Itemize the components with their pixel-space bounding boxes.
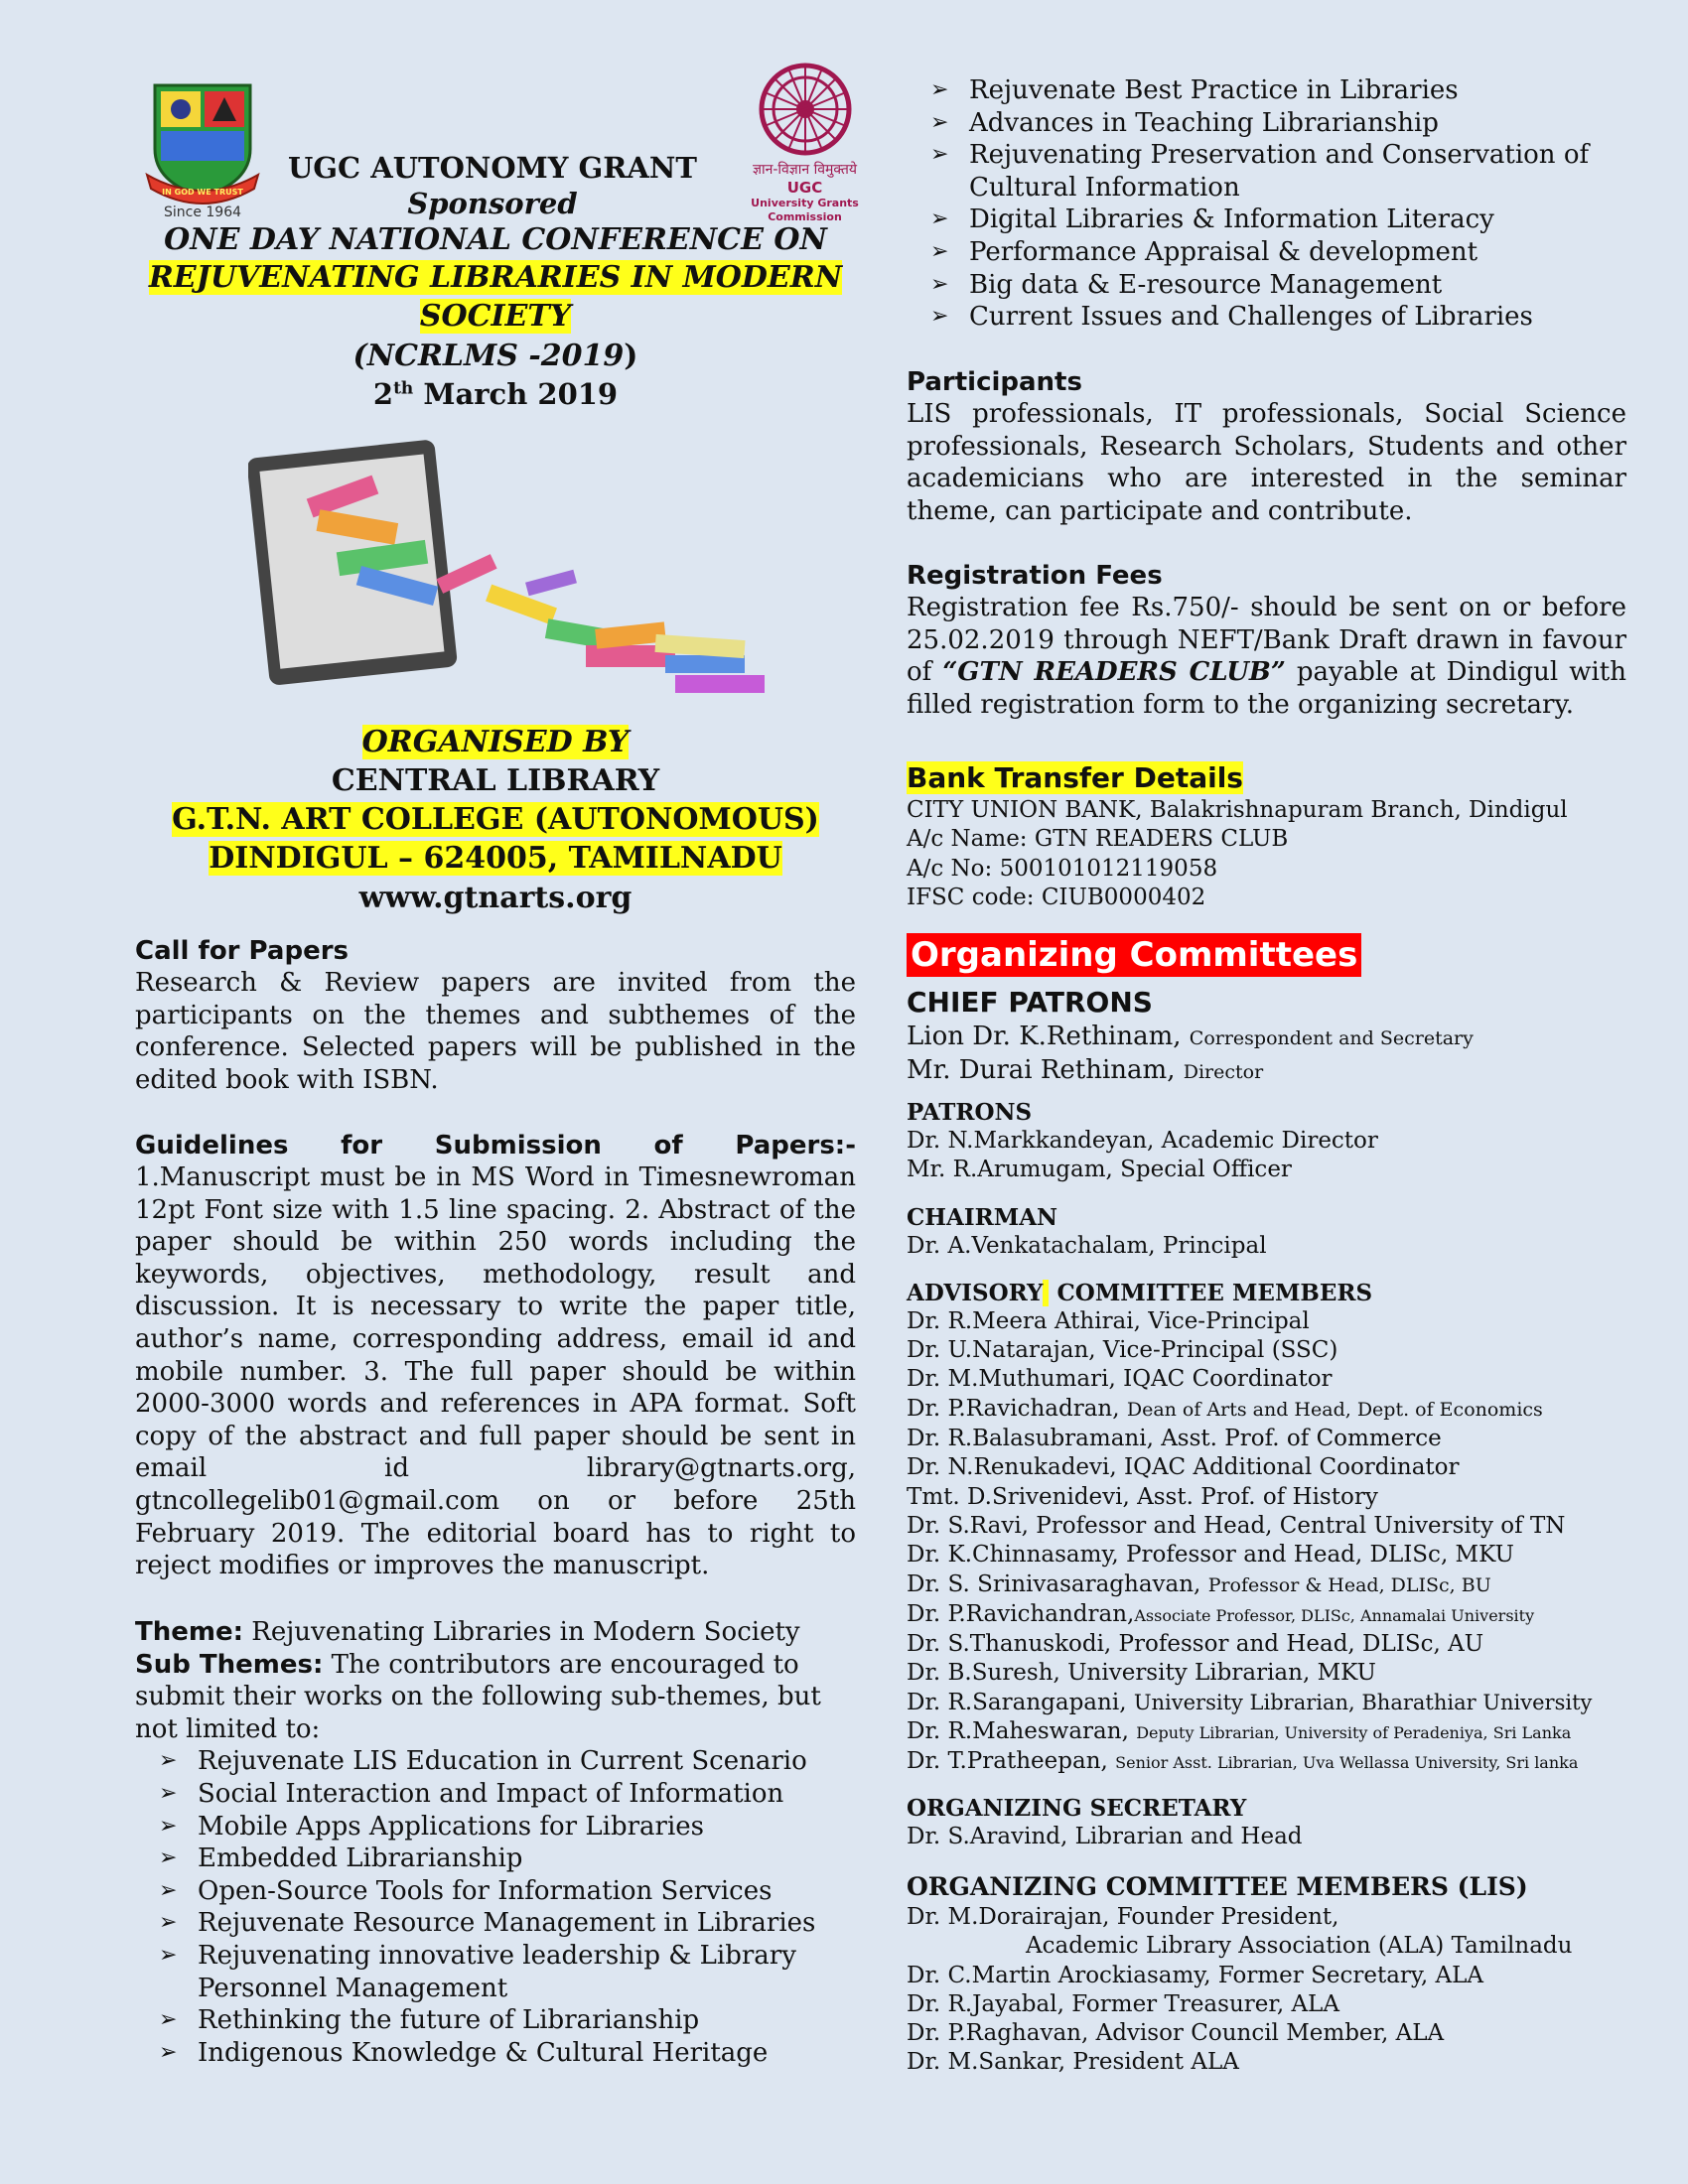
registration-text <box>907 592 1626 721</box>
tablet-books-illustration <box>248 427 774 705</box>
chief-patron-role: Correspondent and Secretary <box>1189 1027 1474 1049</box>
advisory-member <box>907 1600 1626 1630</box>
lis-member: Dr. C.Martin Arockiasamy, Former Secretary, ALA <box>907 1962 1483 1988</box>
committees-banner: Organizing Committees <box>907 933 1361 977</box>
sponsored-label: Sponsored <box>407 187 578 220</box>
sub-themes-label: Sub Themes: <box>135 1649 324 1680</box>
advisory-member-name: Dr. S.Thanuskodi, Professor and Head, DLISc, AU <box>907 1631 1484 1658</box>
list-item: ➢ Digital Libraries & Information Literacy <box>907 204 1626 236</box>
participants-text: LIS professionals, IT professionals, Social Science professionals, Research Scholars, Students and other academicians who are interested in the seminar theme, can participate and contribute. <box>907 399 1626 526</box>
advisory-member-name: Dr. T.Pratheepan, <box>907 1748 1116 1775</box>
list-item: ➢ Rejuvenate Resource Management in Libraries <box>135 1907 856 1940</box>
advisory-member <box>907 1453 1626 1482</box>
bank-line: A/c Name: GTN READERS CLUB <box>907 826 1289 853</box>
advisory-heading <box>907 1279 1626 1307</box>
advisory-member <box>907 1659 1626 1688</box>
guidelines-heading: Guidelines for Submission of Papers:- <box>135 1131 856 1160</box>
date-suffix: th <box>393 378 414 399</box>
theme-line <box>135 1616 856 1649</box>
guidelines-section <box>135 1130 856 1582</box>
advisory-member <box>907 1717 1626 1747</box>
ugc-full-name: University Grants Commission <box>751 197 859 223</box>
committees-section <box>907 933 1626 2078</box>
advisory-member <box>907 1483 1626 1512</box>
advisory-list <box>907 1307 1626 1778</box>
advisory-member <box>907 1365 1626 1394</box>
college-crest-logo <box>141 79 264 220</box>
conference-code-text: (NCRLMS -2019 <box>352 339 625 373</box>
advisory-member-name: Dr. M.Muthumari, IQAC Coordinator <box>907 1366 1333 1393</box>
bank-line: CITY UNION BANK, Balakrishnapuram Branch, Dindigul <box>907 797 1568 823</box>
advisory-member <box>907 1307 1626 1336</box>
date-day: 2 <box>372 377 394 411</box>
advisory-member-name: Dr. P.Ravichandran, <box>907 1600 1135 1627</box>
advisory-member-name: Dr. U.Natarajan, Vice-Principal (SSC) <box>907 1337 1338 1364</box>
advisory-member-name: Dr. P.Ravichadran, <box>907 1395 1127 1422</box>
advisory-member-name: Dr. S. Srinivasaraghavan, <box>907 1570 1208 1597</box>
advisory-member <box>907 1512 1626 1541</box>
college-website[interactable]: www.gtnarts.org <box>358 881 633 915</box>
bank-line: A/c No: 500101012119058 <box>907 855 1218 882</box>
participants-section <box>907 366 1626 527</box>
conference-title-line3-text: SOCIETY <box>419 299 572 334</box>
conference-title-line2-text: REJUVENATING LIBRARIES IN MODERN <box>148 260 843 295</box>
advisory-member-name: Dr. S.Ravi, Professor and Head, Central University of TN <box>907 1512 1566 1539</box>
advisory-member-name: Dr. R.Meera Athirai, Vice-Principal <box>907 1307 1310 1334</box>
chief-patrons-heading: CHIEF PATRONS <box>907 986 1153 1019</box>
college-name-text: G.T.N. ART COLLEGE (AUTONOMOUS) <box>172 802 819 837</box>
advisory-member <box>907 1425 1626 1453</box>
list-item: ➢ Advances in Teaching Librarianship <box>907 107 1626 140</box>
list-item: ➢ Indigenous Knowledge & Cultural Heritage <box>135 2037 856 2070</box>
registration-section <box>907 560 1626 721</box>
theme-label: Theme: <box>135 1617 244 1647</box>
bank-heading: Bank Transfer Details <box>907 761 1243 794</box>
conference-code <box>135 339 856 373</box>
college-name <box>135 802 856 837</box>
lis-member: Dr. P.Raghavan, Advisor Council Member, ALA <box>907 2020 1445 2047</box>
theme-value: Rejuvenating Libraries in Modern Society <box>243 1617 800 1647</box>
college-since: Since 1964 <box>163 205 242 220</box>
advisory-member-name: Tmt. D.Srivenidevi, Asst. Prof. of History <box>907 1483 1378 1510</box>
advisory-member-role: Dean of Arts and Head, Dept. of Economics <box>1126 1398 1543 1421</box>
conference-code-paren: ) <box>624 339 638 373</box>
advisory-member-name: Dr. R.Sarangapani, <box>907 1689 1134 1715</box>
lis-member: Academic Library Association (ALA) Tamilnadu <box>1026 1933 1573 1960</box>
advisory-member-role: Professor & Head, DLISc, BU <box>1207 1573 1491 1596</box>
participants-heading: Participants <box>907 367 1082 397</box>
advisory-member-role: Associate Professor, DLISc, Annamalai University <box>1134 1605 1535 1625</box>
guidelines-text: 1.Manuscript must be in MS Word in Timesnewroman 12pt Font size with 1.5 line spacing. 2. Abstract of the paper should be within 250 words including the keywords, objectives, methodology, result and discussion. It is necessary to write the paper title, author’s name, corresponding address, email id and mobile number. 3. The full paper should be within 2000-3000 words and references in APA format. Soft copy of the abstract and full paper should be sent in email id library@gtnarts.org, gtncollegelib01@gmail.com on or before 25th February 2019. The editorial board has to right to reject modifies or improves the manuscript. <box>135 1162 856 1581</box>
list-item: ➢ Embedded Librarianship <box>135 1843 856 1875</box>
list-item: ➢ Big data & E-resource Management <box>907 269 1626 302</box>
chief-patron-name: Mr. Durai Rethinam, <box>907 1055 1184 1085</box>
chairman: Dr. A.Venkatachalam, Principal <box>907 1232 1267 1259</box>
chief-patron <box>907 1021 1626 1054</box>
list-item: ➢ Open-Source Tools for Information Services <box>135 1875 856 1908</box>
ugc-logo <box>713 62 897 223</box>
registration-heading: Registration Fees <box>907 561 1163 591</box>
conference-title-line1: ONE DAY NATIONAL CONFERENCE ON <box>164 222 827 257</box>
college-address-text: DINDIGUL – 624005, TAMILNADU <box>209 841 782 876</box>
ugc-wheel-icon <box>751 62 860 157</box>
advisory-heading-a: ADVISORY <box>907 1280 1049 1306</box>
patron: Mr. R.Arumugam, Special Officer <box>907 1157 1292 1183</box>
secretary-heading: ORGANIZING SECRETARY <box>907 1794 1247 1822</box>
lis-heading: ORGANIZING COMMITTEE MEMBERS (LIS) <box>907 1871 1528 1901</box>
patron: Dr. N.Markkandeyan, Academic Director <box>907 1128 1378 1154</box>
chief-patron <box>907 1054 1626 1088</box>
advisory-member <box>907 1541 1626 1570</box>
advisory-heading-b: COMMITTEE MEMBERS <box>1049 1279 1373 1306</box>
conference-date <box>135 377 856 411</box>
sub-themes-list-left <box>135 1745 856 2069</box>
list-item: ➢ Rejuvenate Best Practice in Libraries <box>907 74 1626 107</box>
advisory-member-name: Dr. B.Suresh, University Librarian, MKU <box>907 1660 1376 1687</box>
list-item: ➢ Performance Appraisal & development <box>907 236 1626 269</box>
advisory-member-role: University Librarian, Bharathiar University <box>1133 1690 1593 1714</box>
sub-themes-continued <box>907 74 1626 334</box>
club-name: “GTN READERS CLUB” <box>942 657 1286 688</box>
ugc-abbr: UGC <box>786 179 823 197</box>
advisory-member <box>907 1395 1626 1425</box>
call-for-papers-text: Research & Review papers are invited from the participants on the themes and subthemes of the conference. Selected papers will be published in the edited book with ISBN. <box>135 968 856 1095</box>
grant-title: UGC AUTONOMY GRANT <box>288 151 697 185</box>
lis-member: Dr. M.Dorairajan, Founder President, <box>907 1903 1339 1930</box>
list-item: ➢ Current Issues and Challenges of Libraries <box>907 301 1626 334</box>
sub-themes-intro <box>135 1649 856 1746</box>
list-item: ➢ Rethinking the future of Librarianship <box>135 2004 856 2037</box>
advisory-member <box>907 1747 1626 1777</box>
organised-by-text: ORGANISED BY <box>361 725 630 759</box>
advisory-member <box>907 1570 1626 1600</box>
list-item: ➢ Social Interaction and Impact of Information <box>135 1778 856 1811</box>
advisory-member-name: Dr. N.Renukadevi, IQAC Additional Coordinator <box>907 1454 1460 1481</box>
list-item: ➢ Rejuvenating Preservation and Conservation of Cultural Information <box>907 139 1626 204</box>
chief-patron-role: Director <box>1183 1061 1264 1083</box>
bank-section <box>907 760 1626 912</box>
list-item: ➢ Rejuvenating innovative leadership & Library Personnel Management <box>135 1940 856 2004</box>
advisory-member <box>907 1630 1626 1659</box>
advisory-member-role: Senior Asst. Librarian, Uva Wellassa University, Sri lanka <box>1115 1753 1579 1773</box>
sub-themes-text: The contributors are encouraged to submit their works on the following sub-themes, but not limited to: <box>135 1649 821 1744</box>
registration-text-a: Registration fee Rs.750/- should be sent on or before 25.02.2019 through NEFT/Bank Draft drawn in favour of <box>907 593 1626 688</box>
chief-patron-name: Lion Dr. K.Rethinam, <box>907 1022 1190 1051</box>
organised-by-label <box>135 725 856 759</box>
central-library: CENTRAL LIBRARY <box>331 763 660 798</box>
chairman-heading: CHAIRMAN <box>907 1203 1058 1231</box>
call-for-papers-heading: Call for Papers <box>135 936 349 966</box>
conference-title-line2 <box>135 260 856 295</box>
secretary: Dr. S.Aravind, Librarian and Head <box>907 1823 1303 1849</box>
advisory-member-name: Dr. R.Maheswaran, <box>907 1718 1137 1745</box>
registration-text-b: payable at Dindigul with filled registration form to the organizing secretary. <box>907 657 1626 720</box>
advisory-member-name: Dr. K.Chinnasamy, Professor and Head, DLISc, MKU <box>907 1542 1514 1569</box>
conference-title-line3 <box>135 299 856 334</box>
list-item: ➢ Mobile Apps Applications for Libraries <box>135 1811 856 1843</box>
college-address <box>135 841 856 876</box>
advisory-member <box>907 1336 1626 1365</box>
committees-banner-wrap <box>907 933 1626 977</box>
list-item: ➢ Rejuvenate LIS Education in Current Scenario <box>135 1745 856 1778</box>
lis-member: Dr. M.Sankar, President ALA <box>907 2049 1239 2076</box>
advisory-member <box>907 1689 1626 1717</box>
advisory-member-role: Deputy Librarian, University of Peradeniya, Sri Lanka <box>1136 1723 1572 1743</box>
college-motto: IN GOD WE TRUST <box>162 188 243 197</box>
advisory-member-name: Dr. R.Balasubramani, Asst. Prof. of Commerce <box>907 1426 1442 1452</box>
patrons-heading: PATRONS <box>907 1099 1033 1126</box>
sub-themes-list-right <box>907 74 1626 334</box>
theme-section <box>135 1616 856 2069</box>
bank-heading-wrap <box>907 760 1626 796</box>
ugc-hindi-motto: ज्ञान-विज्ञान विमुक्तये <box>752 162 858 178</box>
date-month-year: March 2019 <box>413 377 619 411</box>
call-for-papers-section <box>135 935 856 1096</box>
lis-member: Dr. R.Jayabal, Former Treasurer, ALA <box>907 1990 1339 2017</box>
bank-line: IFSC code: CIUB0000402 <box>907 884 1206 910</box>
